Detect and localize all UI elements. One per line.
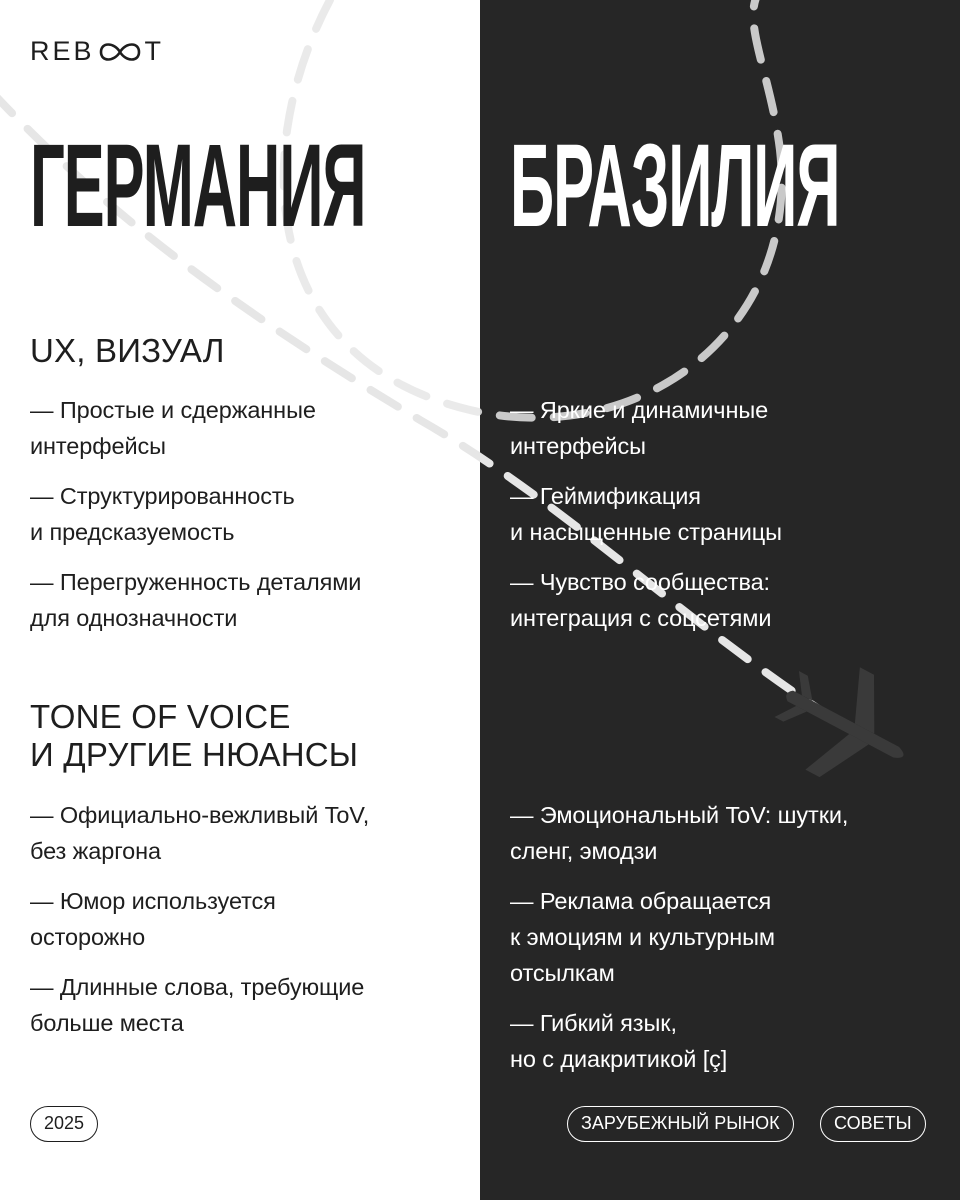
logo-text-prefix: REB [30,36,95,66]
brazil-tov-item: — Эмоциональный ToV: шутки, сленг, эмодзи [510,802,849,864]
germany-tov-item: — Официально-вежливый ToV, без жаргона [30,802,370,864]
germany-ux-item: — Перегруженность деталями для однозначности [30,569,362,631]
country-title-brazil: БРАЗИЛИЯ [510,120,840,252]
germany-ux-item: — Простые и сдержанные интерфейсы [30,397,316,459]
year-badge: 2025 [30,1106,98,1142]
tov-section-heading-line2: И ДРУГИЕ НЮАНСЫ [30,736,359,773]
brand-logo [30,36,164,67]
brazil-ux-item: — Яркие и динамичные интерфейсы [510,397,769,459]
germany-tov-item: — Юмор используется осторожно [30,888,276,950]
brazil-ux-item: — Чувство сообщества: интеграция с соцсетями [510,569,772,631]
germany-ux-item: — Структурированность и предсказуемость [30,483,295,545]
tov-section-heading-line1: TONE OF VOICE [30,698,291,735]
logo-text-suffix: T [144,36,165,66]
ux-section-heading: UX, ВИЗУАЛ [30,332,225,369]
country-title-germany: ГЕРМАНИЯ [30,120,366,252]
tag-tips[interactable]: СОВЕТЫ [820,1106,926,1142]
brazil-tov-item: — Гибкий язык, но с диакритикой [ç] [510,1010,728,1072]
germany-tov-item: — Длинные слова, требующие больше места [30,974,365,1036]
infinity-loop-icon [97,39,143,65]
tag-foreign-market[interactable]: ЗАРУБЕЖНЫЙ РЫНОК [567,1106,794,1142]
brazil-ux-item: — Геймификация и насыщенные страницы [510,483,782,545]
brazil-tov-item: — Реклама обращается к эмоциям и культурным отсылкам [510,888,775,986]
